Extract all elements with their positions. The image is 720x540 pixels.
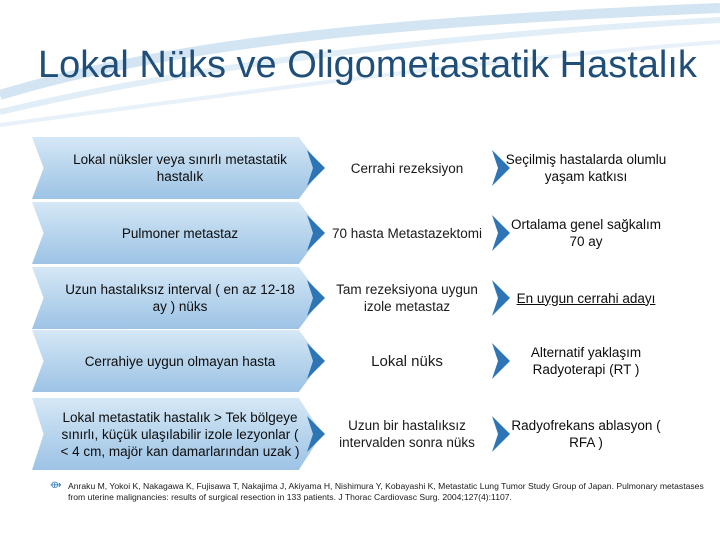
row-label: Lokal metastatik hastalık > Tek bölgeye sınırlı, küçük ulaşılabilir izole lezyonlar ( < 4 cm, majör kan damarlarından uzak ) — [60, 409, 300, 459]
row-right-text: En uygun cerrahi adayı — [516, 290, 656, 306]
row-label: Pulmoner metastaz — [121, 225, 239, 241]
slide-title: Lokal Nüks ve Oligometastatik Hastalık — [38, 44, 697, 86]
row-right-text: Ortalama genel sağkalım 70 ay — [510, 217, 662, 249]
diagram-row — [0, 202, 720, 264]
row-middle-text: Uzun bir hastalıksız intervalden sonra nüks — [339, 418, 475, 450]
row-label: Lokal nüksler veya sınırlı metastatik hastalık — [73, 152, 287, 184]
row-label: Uzun hastalıksız interval ( en az 12-18 ay ) nüks — [65, 282, 295, 314]
diagram-row — [0, 398, 720, 470]
reference-bullet-icon: ⟴ — [50, 480, 62, 491]
row-middle-text: Tam rezeksiyona uygun izole metastaz — [336, 282, 478, 314]
row-right-text: Seçilmiş hastalarda olumlu yaşam katkısı — [505, 152, 667, 184]
diagram-row — [0, 137, 720, 199]
diagram-row — [0, 267, 720, 329]
row-middle-text: 70 hasta Metastazektomi — [331, 225, 483, 241]
row-middle-text: Cerrahi rezeksiyon — [350, 160, 464, 176]
row-label: Cerrahiye uygun olmayan hasta — [84, 353, 276, 369]
row-right-text: Alternatif yaklaşım Radyoterapi (RT ) — [530, 345, 642, 377]
row-right-text: Radyofrekans ablasyon ( RFA ) — [511, 418, 661, 450]
reference-citation: Anraku M, Yokoi K, Nakagawa K, Fujisawa T, Nakajima J, Akiyama H, Nishimura Y, Kobayashi K, Metastatic Lung Tumor Study Group of Japan. Pulmonary metastases from uterine malignancies: results of surgical resection in 133 patients. J Thorac Cardiovasc Surg. 2004;127(4):1107. — [68, 481, 704, 502]
diagram-row — [0, 330, 720, 392]
row-middle-text: Lokal nüks — [371, 352, 443, 370]
